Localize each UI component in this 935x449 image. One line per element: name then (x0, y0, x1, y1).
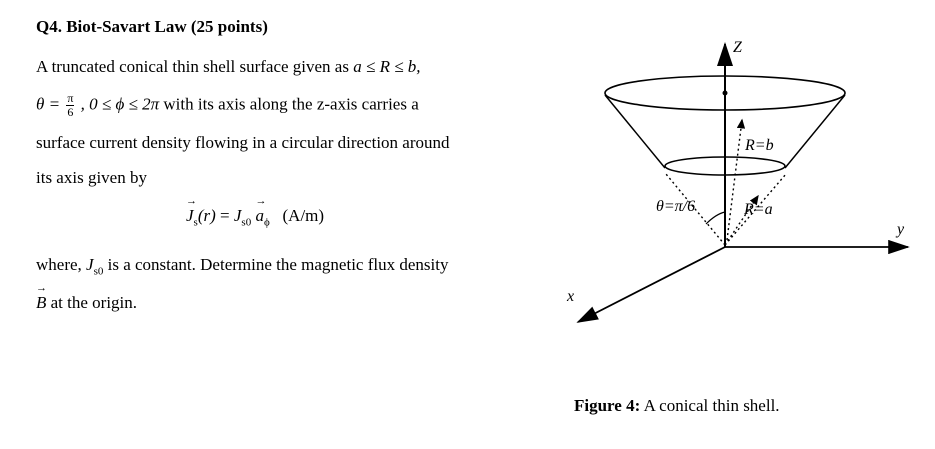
units: (A/m) (282, 206, 325, 225)
vector-J: → J (186, 206, 194, 226)
rb-label: R=b (745, 137, 774, 154)
problem-line-3: surface current density flowing in a circular direction around (36, 133, 450, 152)
caption-text: A conical thin shell. (640, 396, 780, 415)
radius-condition: a ≤ R ≤ b, (353, 57, 421, 76)
theta-expr: θ = (36, 94, 61, 114)
dotted-radius-b (727, 120, 742, 240)
position-arg: (r) (197, 206, 216, 225)
a-subscript: ϕ (263, 216, 270, 229)
J-s0-subscript: s0 (241, 216, 252, 229)
J-subscript: s (193, 216, 198, 229)
phi-range: , 0 ≤ ϕ ≤ 2π (80, 94, 160, 114)
fraction-denominator: 6 (67, 105, 74, 119)
center-dot (723, 91, 728, 96)
theta-arc (706, 212, 725, 224)
equals-sign: = (215, 206, 234, 225)
x-axis (578, 247, 725, 322)
line2-text: with its axis along the z-axis carries a (163, 94, 419, 114)
unit-vector-a: → a (255, 206, 264, 226)
problem-line-4: its axis given by (36, 168, 147, 187)
ra-label: R=a (744, 201, 773, 218)
J-s0: J (233, 206, 242, 225)
J-s0-inline-sub: s0 (93, 265, 104, 278)
figure-caption (574, 396, 780, 416)
where-text: where, (36, 255, 82, 274)
x-label: x (567, 288, 575, 305)
question-title: Q4. Biot-Savart Law (25 points) (36, 17, 268, 36)
line6-text: at the origin. (50, 293, 138, 312)
y-label: y (897, 221, 905, 238)
z-label: Z (733, 39, 742, 56)
vector-B: → B (36, 293, 46, 313)
caption-bold: Figure 4: (574, 396, 641, 415)
line5-text: is a constant. Determine the magnetic flux density (107, 255, 449, 274)
line1-text: A truncated conical thin shell surface given as (36, 57, 349, 76)
fraction-numerator: π (67, 91, 74, 105)
J-s0-inline: J (86, 255, 94, 274)
theta-label: θ=π/6 (656, 198, 696, 215)
cone-side-left (605, 95, 665, 168)
cone-side-right (785, 95, 845, 168)
